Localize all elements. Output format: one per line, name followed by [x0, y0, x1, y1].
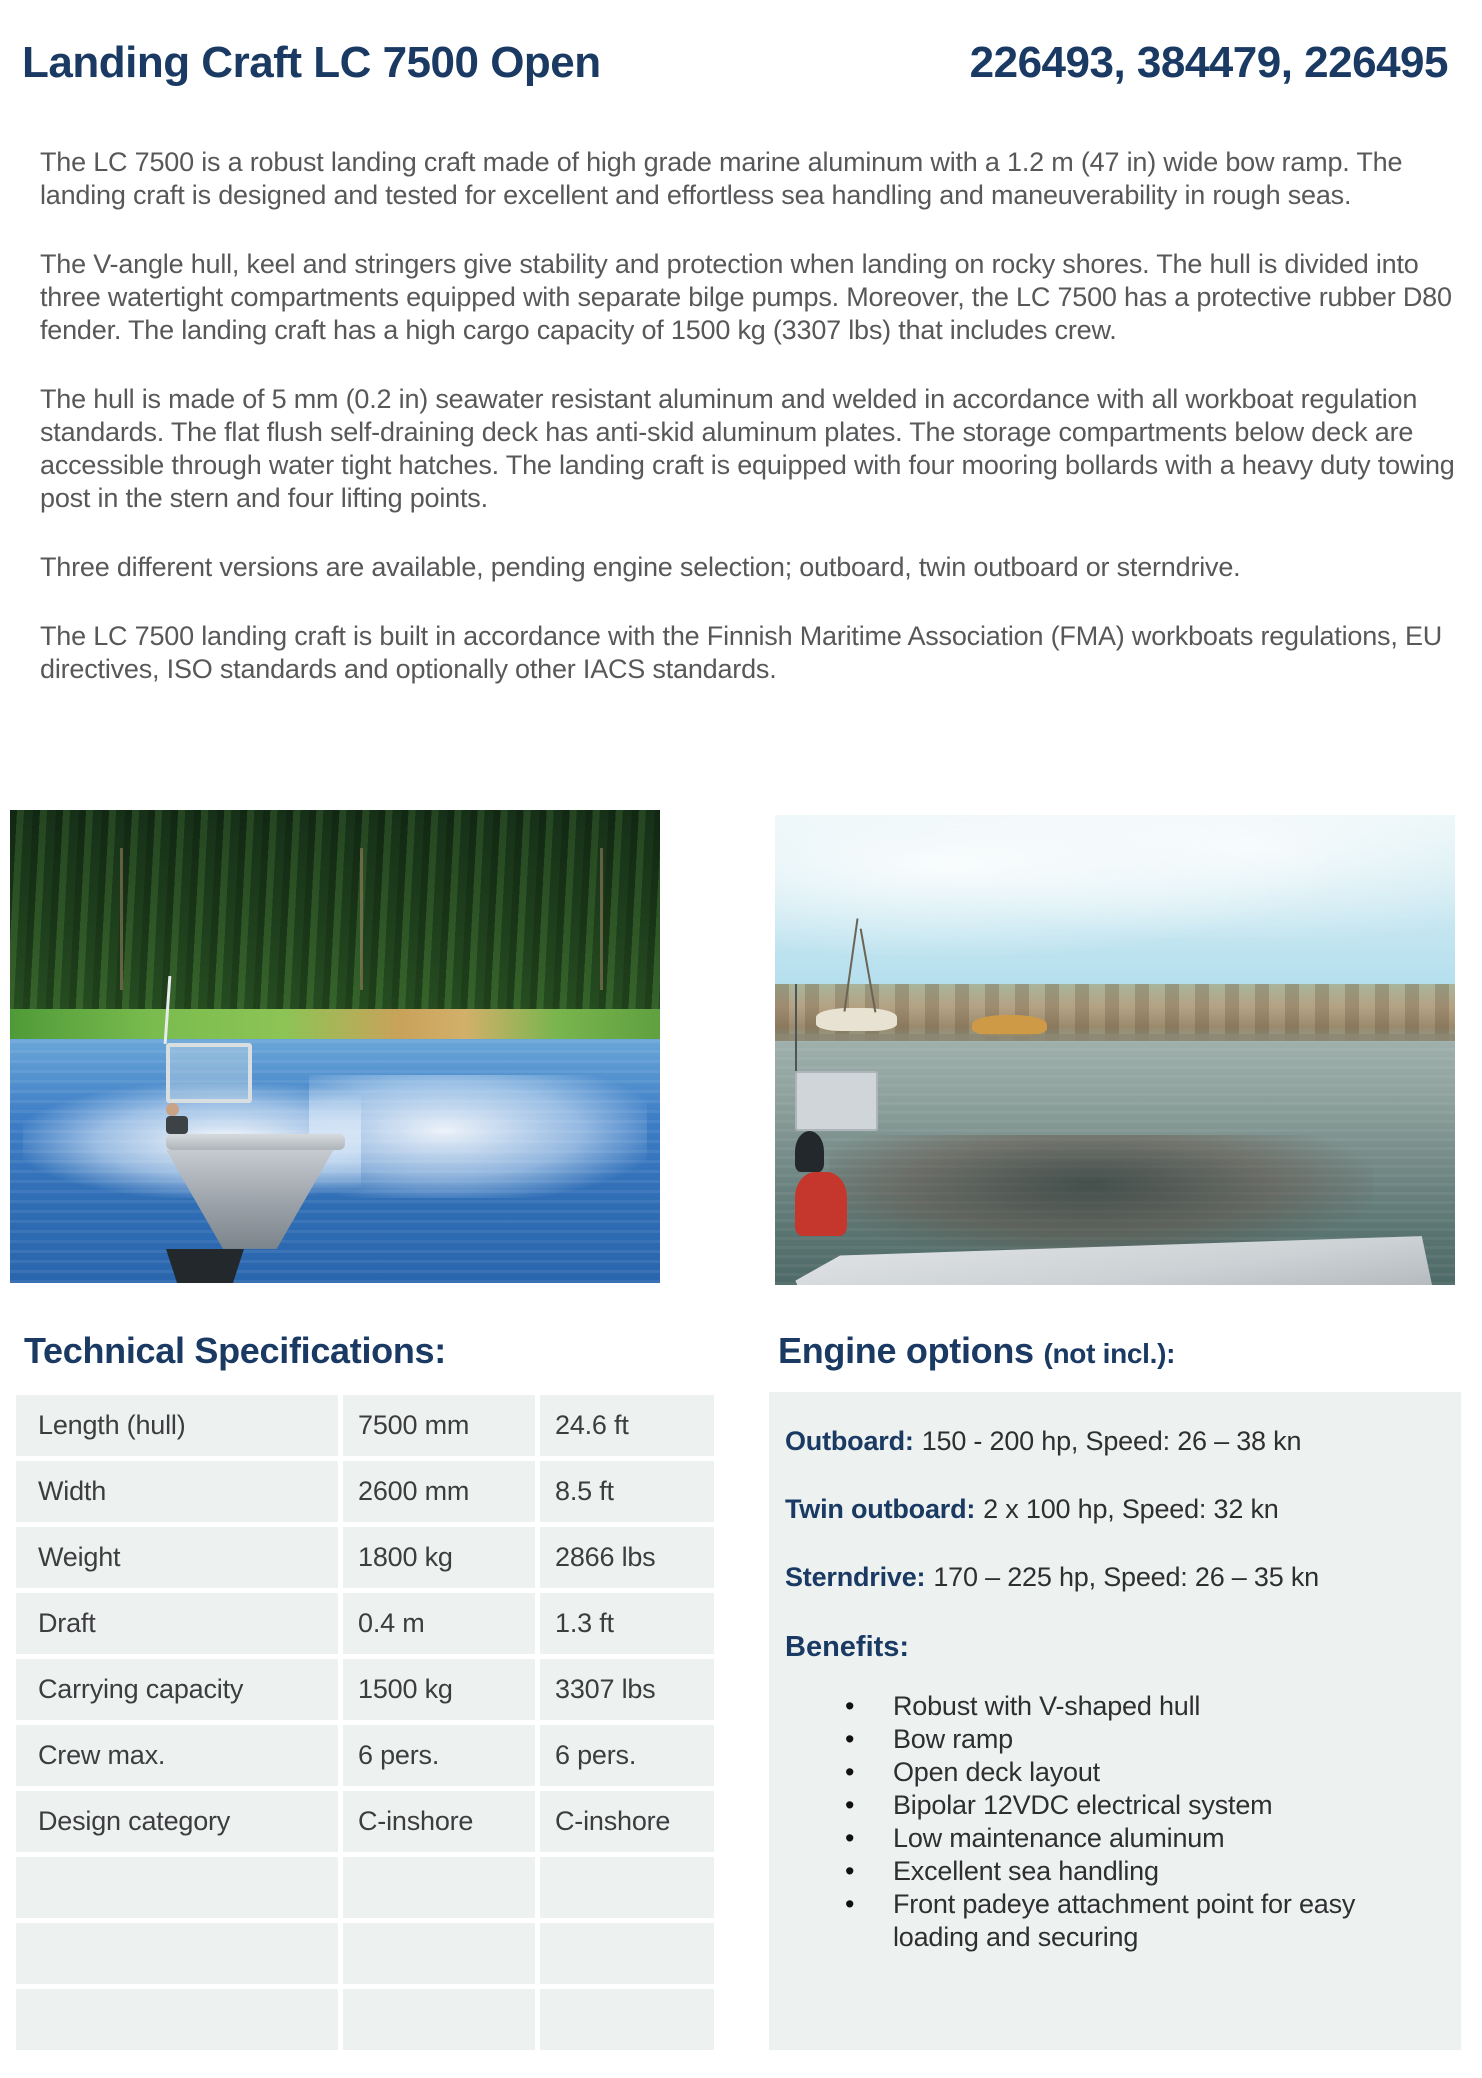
- engine-heading-suffix: (not incl.):: [1043, 1338, 1176, 1369]
- crew-member: [795, 1131, 824, 1172]
- landing-craft-bow-view: [166, 976, 361, 1175]
- photo-boat-running: [10, 810, 660, 1283]
- intro-paragraph-4: Three different versions are available, pending engine selection; outboard, twin outboard or sterndrive.: [40, 552, 1241, 582]
- spec-empty-cell: [16, 1923, 338, 1984]
- benefit-item: • Bipolar 12VDC electrical system: [845, 1789, 1405, 1822]
- tree-trunks: [10, 848, 660, 990]
- spec-empty-cell: [540, 1923, 714, 1984]
- spec-label: Weight: [16, 1527, 338, 1588]
- engine-option-sterndrive: [785, 1564, 1441, 1591]
- spec-imperial: 1.3 ft: [540, 1593, 714, 1654]
- benefit-item: • Low maintenance aluminum: [845, 1822, 1405, 1855]
- benefit-item: • Bow ramp: [845, 1723, 1405, 1756]
- spec-empty-cell: [343, 1989, 535, 2050]
- intro-paragraphs: [40, 146, 1462, 722]
- intro-paragraph-5: The LC 7500 landing craft is built in accordance with the Finnish Maritime Association (FMA) workboats regulations, EU directives, ISO standards and optionally other IACS standards.: [40, 621, 1443, 684]
- spec-imperial: 2866 lbs: [540, 1527, 714, 1588]
- spec-label: Width: [16, 1461, 338, 1522]
- crew-member-red-jacket: [795, 1172, 846, 1236]
- spec-metric: 7500 mm: [343, 1395, 535, 1456]
- engine-options-panel: [769, 1392, 1461, 2050]
- boat-antenna: [795, 984, 797, 1070]
- product-numbers: 226493, 384479, 226495: [969, 38, 1448, 87]
- intro-paragraph-1: The LC 7500 is a robust landing craft made of high grade marine aluminum with a 1.2 m (47 in) wide bow ramp. The landing craft is designed and tested for excellent and effortless sea handling and maneuverability in rough seas.: [40, 147, 1403, 210]
- spec-imperial: 3307 lbs: [540, 1659, 714, 1720]
- spec-empty-cell: [540, 1857, 714, 1918]
- boat-windshield: [166, 1043, 252, 1103]
- spec-metric: 1500 kg: [343, 1659, 535, 1720]
- spec-label: Length (hull): [16, 1395, 338, 1456]
- spec-label: Draft: [16, 1593, 338, 1654]
- benefits-list: [845, 1690, 1405, 1954]
- spec-metric: 2600 mm: [343, 1461, 535, 1522]
- driver-head: [166, 1103, 179, 1116]
- spec-empty-cell: [540, 1989, 714, 2050]
- engine-heading-main: Engine options: [778, 1330, 1034, 1371]
- spec-imperial: 24.6 ft: [540, 1395, 714, 1456]
- spec-imperial: 6 pers.: [540, 1725, 714, 1786]
- benefit-item: • Open deck layout: [845, 1756, 1405, 1789]
- engine-option-outboard: [785, 1428, 1441, 1455]
- spec-metric: C-inshore: [343, 1791, 535, 1852]
- engine-heading: [778, 1330, 1175, 1372]
- spec-label: Carrying capacity: [16, 1659, 338, 1720]
- boat-hull-shadow: [166, 1249, 244, 1283]
- rescue-landing-craft: [795, 984, 1434, 1172]
- driver-body: [166, 1116, 188, 1134]
- page-title: Landing Craft LC 7500 Open: [22, 38, 601, 87]
- spec-imperial: 8.5 ft: [540, 1461, 714, 1522]
- spec-empty-cell: [343, 1923, 535, 1984]
- engine-option-label: Outboard:: [785, 1426, 914, 1456]
- header: [22, 38, 1448, 88]
- engine-option-twin-outboard: [785, 1496, 1441, 1523]
- benefit-item: • Front padeye attachment point for easy loading and securing: [845, 1888, 1405, 1954]
- benefit-item: • Excellent sea handling: [845, 1855, 1405, 1888]
- spec-empty-cell: [16, 1857, 338, 1918]
- specs-heading: Technical Specifications:: [24, 1330, 446, 1371]
- engine-option-value: 150 - 200 hp, Speed: 26 – 38 kn: [921, 1426, 1302, 1456]
- benefit-item: • Robust with V-shaped hull: [845, 1690, 1405, 1723]
- engine-option-label: Twin outboard:: [785, 1494, 976, 1524]
- intro-paragraph-2: The V-angle hull, keel and stringers give stability and protection when landing on rocky shores. The hull is divided into three watertight compartments equipped with separate bilge pumps. Moreover, the LC 7500 has a protective rubber D80 fender. The landing craft has a high cargo capacity of 1500 kg (3307 lbs) that includes crew.: [40, 249, 1452, 345]
- spec-label: Design category: [16, 1791, 338, 1852]
- specs-table: [16, 1395, 704, 2050]
- spec-empty-cell: [16, 1989, 338, 2050]
- spec-metric: 0.4 m: [343, 1593, 535, 1654]
- boat-gunwale: [166, 1134, 345, 1150]
- intro-paragraph-3: The hull is made of 5 mm (0.2 in) seawater resistant aluminum and welded in accordance with all workboat regulation standards. The flat flush self-draining deck has anti-skid aluminum plates. The storage compartments below deck are accessible through water tight hatches. The landing craft is equipped with four mooring bollards with a heavy duty towing post in the stern and four lifting points.: [40, 384, 1455, 513]
- sky: [775, 815, 1455, 984]
- engine-option-label: Sterndrive:: [785, 1562, 926, 1592]
- spec-metric: 1800 kg: [343, 1527, 535, 1588]
- spec-imperial: C-inshore: [540, 1791, 714, 1852]
- spec-empty-cell: [343, 1857, 535, 1918]
- photo-rescue-boat-harbor: [775, 815, 1455, 1285]
- spec-metric: 6 pers.: [343, 1725, 535, 1786]
- steering-console: [795, 1071, 878, 1131]
- spec-label: Crew max.: [16, 1725, 338, 1786]
- benefits-heading: Benefits:: [785, 1631, 910, 1663]
- engine-option-value: 170 – 225 hp, Speed: 26 – 35 kn: [933, 1562, 1319, 1592]
- engine-option-value: 2 x 100 hp, Speed: 32 kn: [983, 1494, 1279, 1524]
